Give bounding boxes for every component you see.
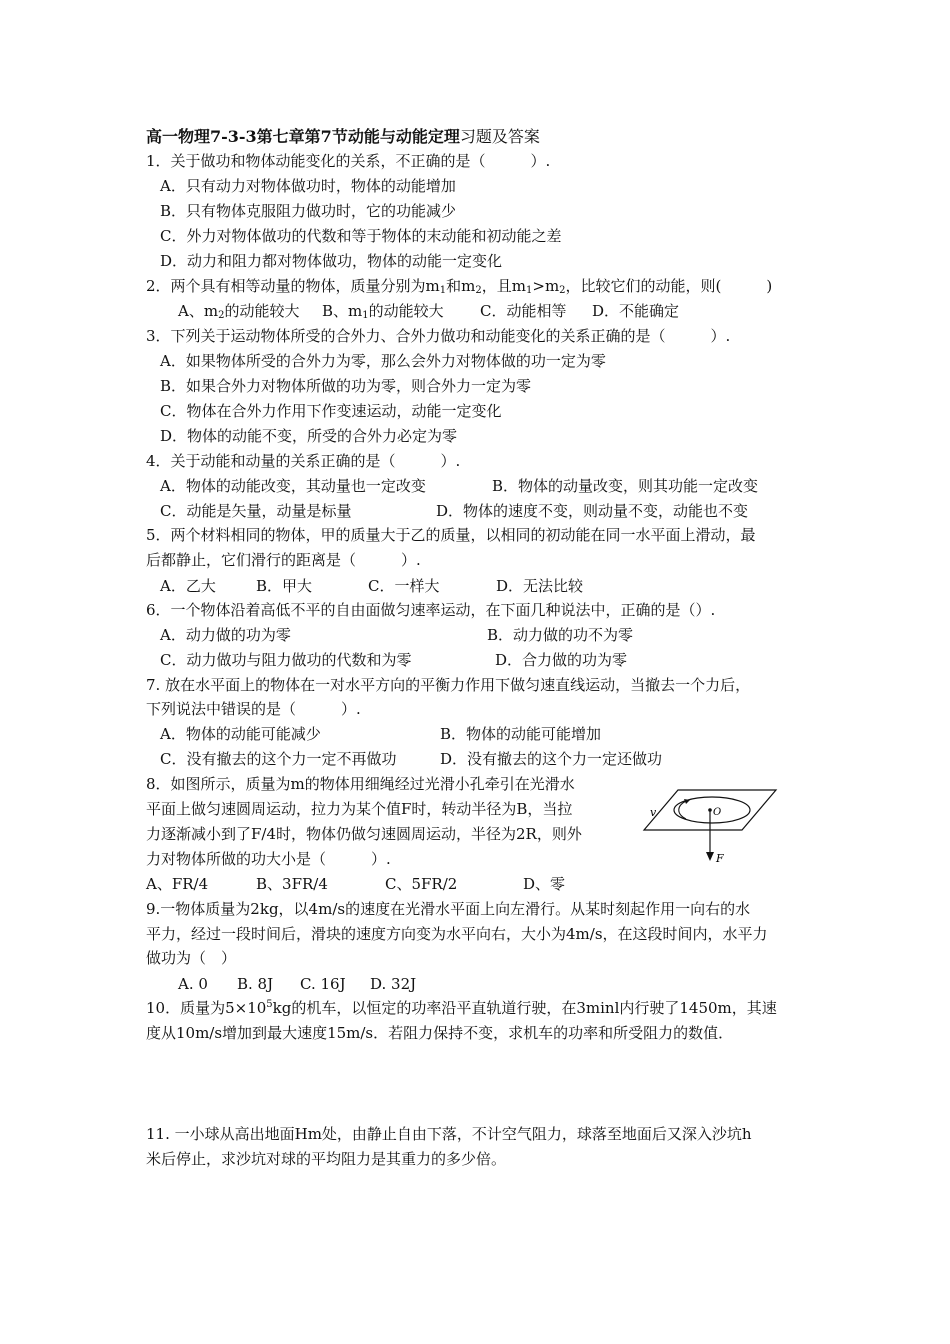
- q3-stem: 3．下列关于运动物体所受的合外力、合外力做功和动能变化的关系正确的是（ ）.: [146, 327, 731, 345]
- q2-b-sub: 1: [362, 310, 369, 321]
- q9-line-3: 做功为（ ）: [146, 949, 237, 967]
- q10-text-1: 10．质量为5×10: [146, 999, 267, 1017]
- q5-option-c: C．一样大: [368, 577, 440, 595]
- q10-sup: 5: [266, 999, 273, 1010]
- q10-text-2: kg的机车，以恒定的功率沿平直轨道行驶，在3minl内行驶了1450m，其速: [272, 999, 777, 1017]
- q3-option-d: D．物体的动能不变，所受的合外力必定为零: [160, 427, 458, 445]
- q2-text-1: 2．两个具有相等动量的物体，质量分别为m: [146, 277, 440, 295]
- q4-option-a: A．物体的动能改变，其动量也一定改变: [160, 477, 426, 495]
- q6-option-a: A．动力做的功为零: [160, 626, 291, 644]
- q1-stem: 1．关于做功和物体动能变化的关系，不正确的是（ ）.: [146, 152, 551, 170]
- q6-stem: 6．一个物体沿着高低不平的自由面做匀速率运动，在下面几种说法中，正确的是（）.: [146, 601, 716, 619]
- q2-option-d: D．不能确定: [592, 302, 680, 320]
- q10-line-2: 度从10m/s增加到最大速度15m/s．若阻力保持不变，求机车的功率和所受阻力的数值．: [146, 1024, 734, 1042]
- q2-a-text: A、m: [178, 302, 219, 320]
- q6-option-d: D．合力做的功为零: [495, 651, 628, 669]
- q1-option-c: C．外力对物体做功的代数和等于物体的末动能和初动能之差: [160, 227, 562, 245]
- q7-line-1: 7. 放在水平面上的物体在一对水平方向的平衡力作用下做匀速直线运动，当撤去一个力后，: [146, 676, 751, 694]
- q9-option-b: B. 8J: [237, 975, 274, 993]
- q8-option-a: A、FR/4: [146, 875, 209, 893]
- q5-option-d: D．无法比较: [496, 577, 584, 595]
- q2-a-sub: 2: [218, 310, 225, 321]
- q6-option-c: C．动力做功与阻力做功的代数和为零: [160, 651, 412, 669]
- q4-option-b: B．物体的动量改变，则其功能一定改变: [492, 477, 759, 495]
- label-o: O: [713, 807, 722, 818]
- q8-line-4: 力对物体所做的功大小是（ ）.: [146, 850, 391, 868]
- q3-option-a: A．如果物体所受的合外力为零，那么会外力对物体做的功一定为零: [160, 352, 606, 370]
- q2-option-c: C．动能相等: [480, 302, 567, 320]
- force-arrow-head: [706, 852, 714, 861]
- title-bold: 高一物理7-3-3第七章第7节动能与动能定理: [146, 127, 460, 146]
- q8-option-d: D、零: [523, 875, 566, 893]
- q7-line-2: 下列说法中错误的是（ ）.: [146, 700, 361, 718]
- q8-line-1: 8．如图所示，质量为m的物体用细绳经过光滑小孔牵引在光滑水: [146, 775, 575, 793]
- q2-sub-4: 2: [559, 285, 566, 296]
- circular-motion-figure: [640, 786, 780, 866]
- label-v: v: [650, 806, 657, 819]
- q4-stem: 4．关于动能和动量的关系正确的是（ ）.: [146, 452, 461, 470]
- motion-arc: [679, 801, 686, 819]
- q2-b-text: B、m: [322, 302, 363, 320]
- q9-line-2: 平力，经过一段时间后，滑块的速度方向变为水平向右，大小为4m/s，在这段时间内，水平力: [146, 925, 768, 943]
- q4-option-c: C．动能是矢量，动量是标量: [160, 502, 352, 520]
- q1-option-d: D．动力和阻力都对物体做功，物体的动能一定变化: [160, 252, 503, 270]
- title-suffix: 习题及答案: [459, 127, 540, 146]
- q3-option-c: C．物体在合外力作用下作变速运动，动能一定变化: [160, 402, 502, 420]
- q5-line-1: 5．两个材料相同的物体，甲的质量大于乙的质量，以相同的初动能在同一水平面上滑动，最: [146, 526, 756, 544]
- q2-sub-2: 2: [475, 285, 482, 296]
- page-title: [146, 128, 540, 146]
- q2-sub-1: 1: [439, 285, 447, 296]
- q9-option-c: C. 16J: [300, 975, 346, 993]
- q2-a-text-2: 的动能较大: [224, 302, 300, 320]
- q4-option-d: D．物体的速度不变，则动量不变，动能也不变: [436, 502, 749, 520]
- q1-option-b: B．只有物体克服阻力做功时，它的功能减少: [160, 202, 457, 220]
- label-f: F: [716, 852, 724, 865]
- q2-option-b: [322, 302, 444, 320]
- q7-option-c: C．没有撤去的这个力一定不再做功: [160, 750, 397, 768]
- q8-option-c: C、5FR/2: [385, 875, 458, 893]
- q8-line-2: 平面上做匀速圆周运动，拉力为某个值F时，转动半径为B，当拉: [146, 800, 573, 818]
- q1-option-a: A．只有动力对物体做功时，物体的动能增加: [160, 177, 456, 195]
- q7-option-d: D．没有撤去的这个力一定还做功: [440, 750, 663, 768]
- q9-option-a: A. 0: [178, 975, 208, 993]
- q7-option-a: A．物体的动能可能减少: [160, 725, 321, 743]
- q6-option-b: B．动力做的功不为零: [487, 626, 634, 644]
- q2-b-text-2: 的动能较大: [368, 302, 444, 320]
- q2-option-a: [178, 302, 299, 320]
- q10-line-1: [146, 999, 777, 1017]
- q8-option-b: B、3FR/4: [256, 875, 328, 893]
- q7-option-b: B．物体的动能可能增加: [440, 725, 602, 743]
- q5-option-a: A．乙大: [160, 577, 216, 595]
- q8-line-3: 力逐渐减小到了F/4时，物体仍做匀速圆周运动，半径为2R，则外: [146, 825, 582, 843]
- q2-text-3: ，且m: [481, 277, 526, 295]
- q9-line-1: 9.一物体质量为2kg，以4m/s的速度在光滑水平面上向左滑行。从某时刻起作用一向右的水: [146, 900, 751, 918]
- q5-option-b: B．甲大: [256, 577, 313, 595]
- q2-sub-3: 1: [526, 285, 533, 296]
- q2-stem: [146, 277, 772, 295]
- q2-text-2: 和m: [446, 277, 476, 295]
- q2-text-5: ，比较它们的动能，则( ): [565, 277, 773, 295]
- q3-option-b: B．如果合外力对物体所做的功为零，则合外力一定为零: [160, 377, 532, 395]
- q11-line-1: 11. 一小球从高出地面Hm处，由静止自由下落，不计空气阻力，球落至地面后又深入沙坑h: [146, 1125, 752, 1143]
- q9-option-d: D. 32J: [370, 975, 417, 993]
- q11-line-2: 米后停止，求沙坑对球的平均阻力是其重力的多少倍。: [146, 1150, 507, 1168]
- q5-line-2: 后都静止，它们滑行的距离是（ ）.: [146, 551, 421, 569]
- q2-text-4: >m: [532, 277, 560, 295]
